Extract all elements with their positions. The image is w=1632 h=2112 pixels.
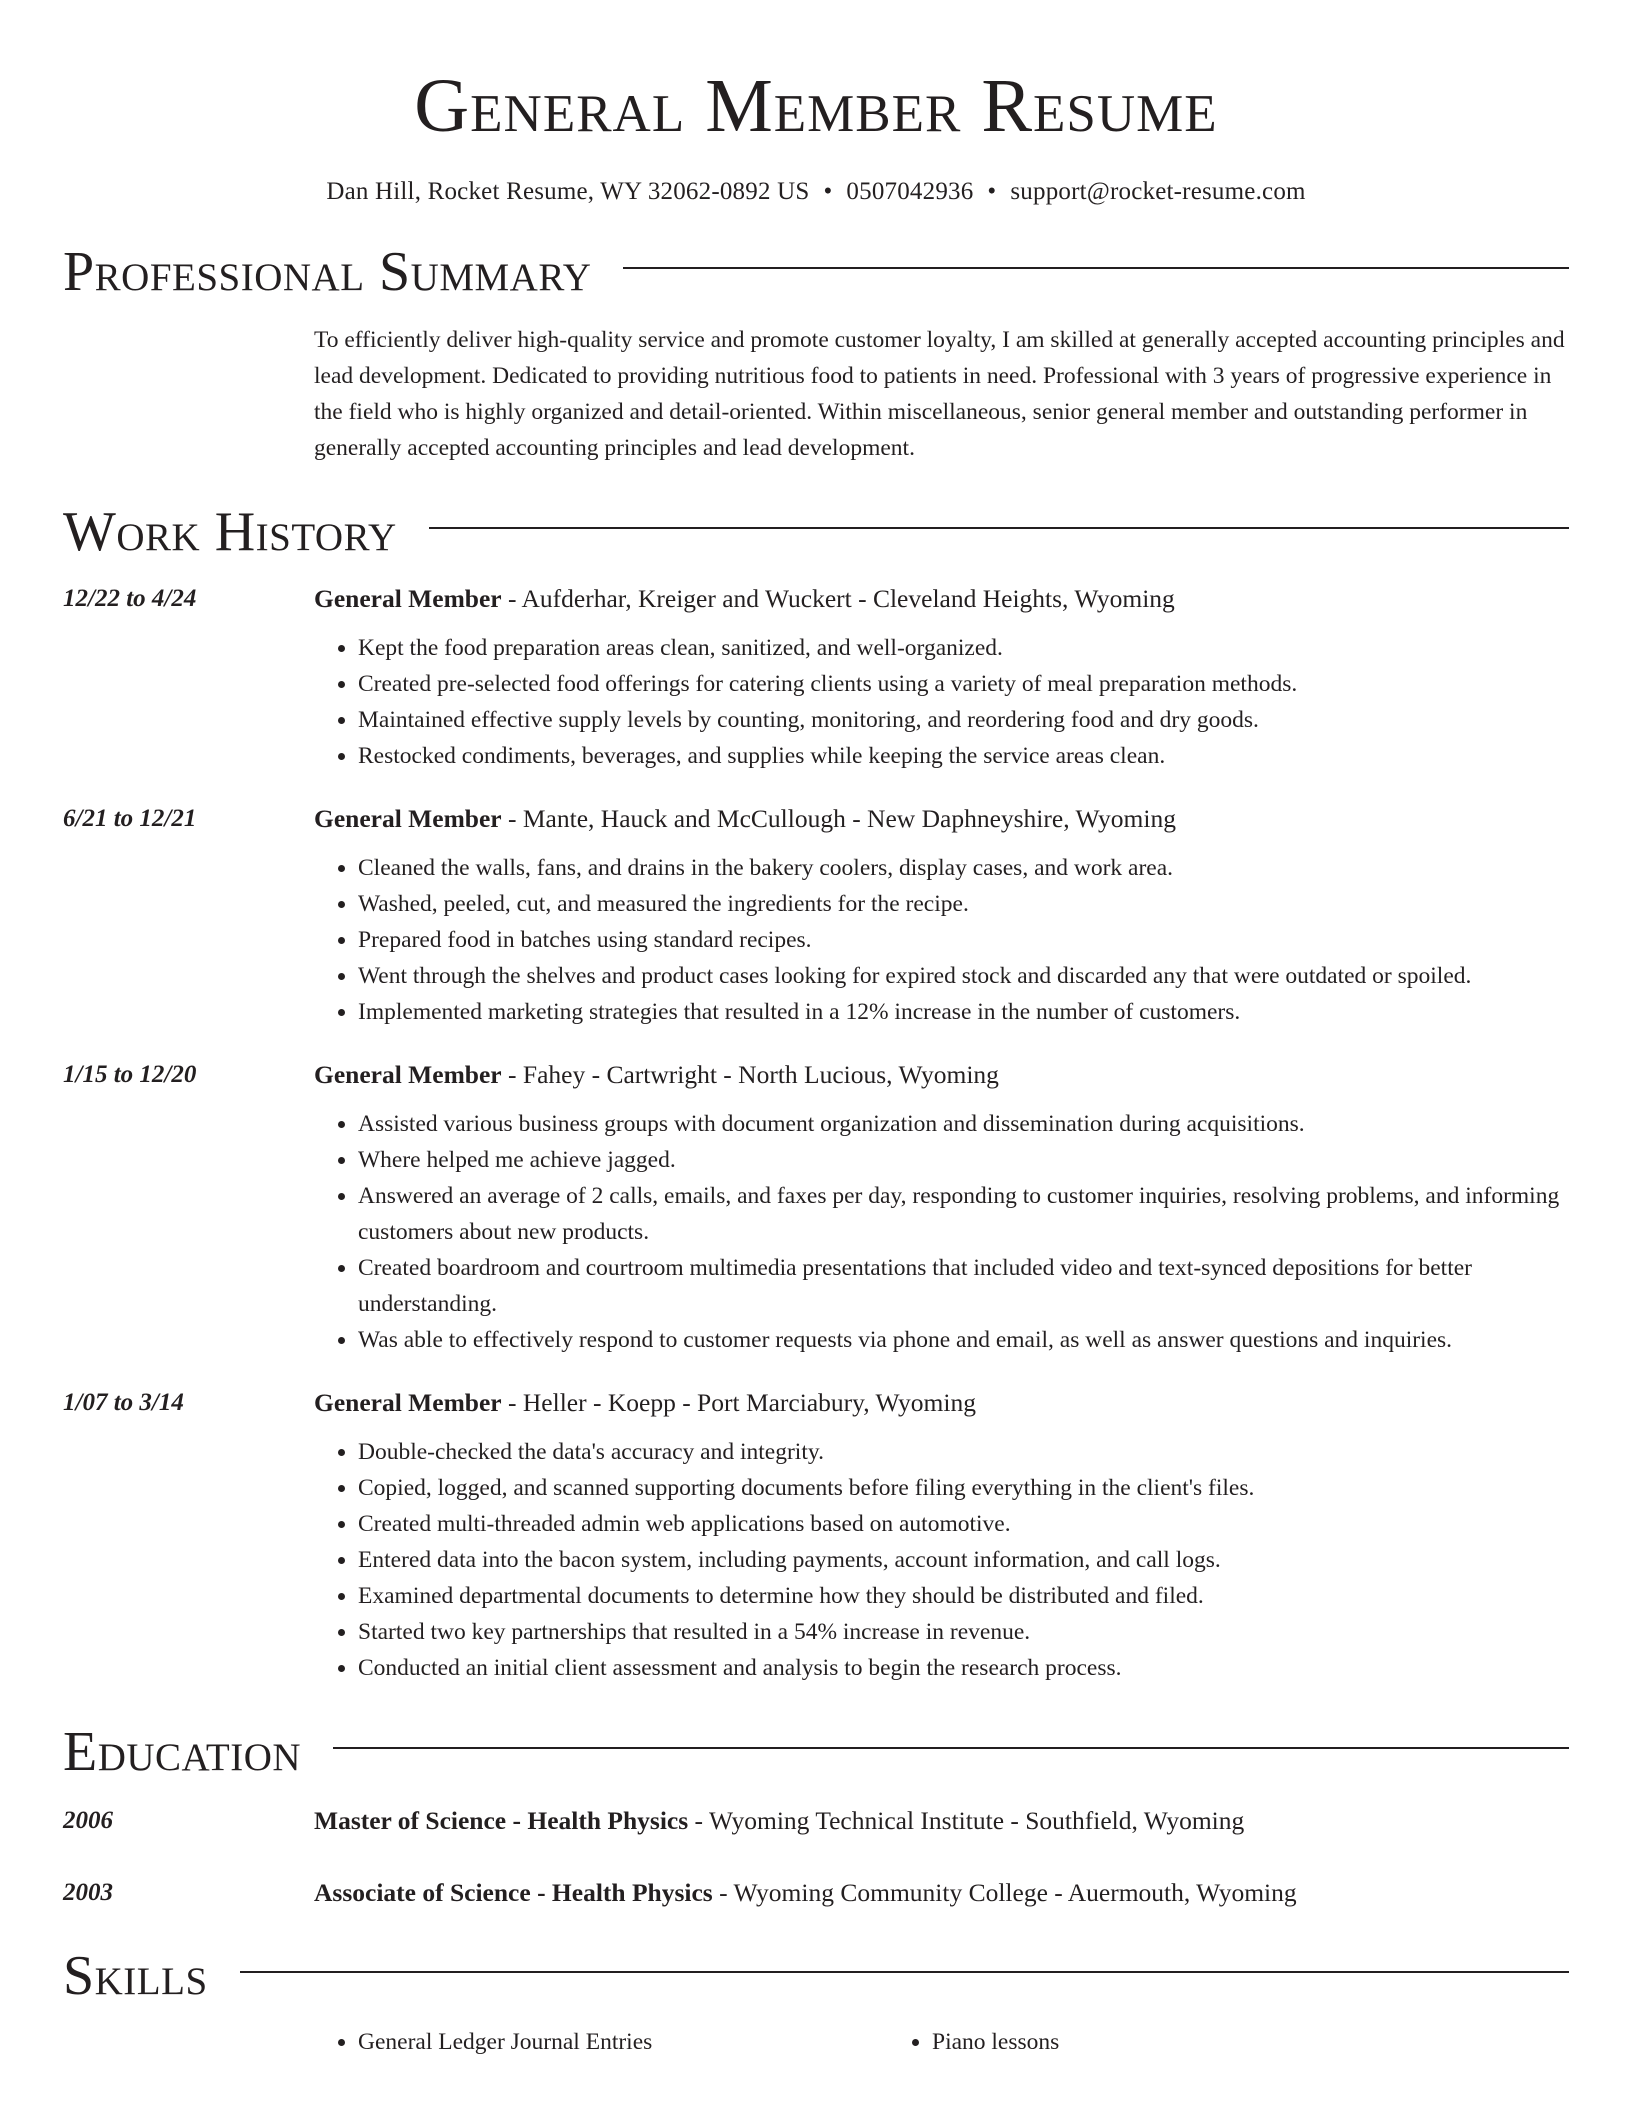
contact-separator: • bbox=[823, 178, 833, 205]
job-bullet: • Cleaned the walls, fans, and drains in the bakery coolers, display cases, and work area. bbox=[358, 850, 1569, 886]
job-dates: 1/15 to 12/20 bbox=[63, 1061, 197, 1088]
job-bullet: • Went through the shelves and product cases looking for expired stock and discarded any that were outdated or spoiled. bbox=[358, 958, 1569, 994]
contact-address: Dan Hill, Rocket Resume, WY 32062-0892 US bbox=[326, 178, 810, 205]
contact-phone: 0507042936 bbox=[846, 178, 974, 205]
job-bullet: • Restocked condiments, beverages, and supplies while keeping the service areas clean. bbox=[358, 738, 1569, 774]
job-bullet: • Washed, peeled, cut, and measured the ingredients for the recipe. bbox=[358, 886, 1569, 922]
job-bullet: • Copied, logged, and scanned supporting documents before filing everything in the client's files. bbox=[358, 1470, 1569, 1506]
job-headline bbox=[314, 1386, 1569, 1420]
job-details: - Aufderhar, Kreiger and Wuckert - Cleveland Heights, Wyoming bbox=[501, 584, 1175, 613]
summary-text: To efficiently deliver high-quality service and promote customer loyalty, I am skilled at generally accepted accounting principles and lead development. Dedicated to providing nutritious food to patients in need. Professional with 3 years of progressive experience in the field who is highly organized and detail-oriented. Within miscellaneous, senior general member and outstanding performer in generally accepted accounting principles and lead development. bbox=[314, 327, 1565, 461]
contact-line bbox=[63, 178, 1569, 206]
contact-email: support@rocket-resume.com bbox=[1010, 178, 1306, 205]
job-bullet: • Assisted various business groups with document organization and dissemination during acquisitions. bbox=[358, 1106, 1569, 1142]
education-headline bbox=[314, 1876, 1569, 1910]
job-bullet: • Double-checked the data's accuracy and integrity. bbox=[358, 1434, 1569, 1470]
job-bullets bbox=[314, 1106, 1569, 1358]
education-entry bbox=[63, 1876, 1569, 1910]
section-divider bbox=[623, 267, 1569, 269]
job-bullet: • Entered data into the bacon system, including payments, account information, and call logs. bbox=[358, 1542, 1569, 1578]
job-bullet: • Maintained effective supply levels by counting, monitoring, and reordering food and dry goods. bbox=[358, 702, 1569, 738]
job-bullet: • Answered an average of 2 calls, emails, and faxes per day, responding to customer inquiries, resolving problems, and informing customers about new products. bbox=[358, 1178, 1569, 1250]
skill-item: • General Ledger Journal Entries bbox=[358, 2024, 888, 2060]
education-year: 2006 bbox=[63, 1807, 113, 1834]
job-bullet: • Where helped me achieve jagged. bbox=[358, 1142, 1569, 1178]
summary-section-heading bbox=[63, 241, 1569, 303]
job-headline bbox=[314, 802, 1569, 836]
work-heading: Work History bbox=[63, 501, 397, 563]
job-entry bbox=[63, 582, 1569, 774]
education-heading: Education bbox=[63, 1721, 302, 1783]
job-entry bbox=[63, 1058, 1569, 1358]
skills-list bbox=[314, 2024, 1569, 2060]
work-section-heading bbox=[63, 501, 1569, 563]
education-year: 2003 bbox=[63, 1879, 113, 1906]
education-details: - Wyoming Technical Institute - Southfield, Wyoming bbox=[688, 1806, 1245, 1835]
resume-title: General Member Resume bbox=[414, 64, 1218, 148]
job-role: General Member bbox=[314, 1060, 502, 1089]
job-role: General Member bbox=[314, 584, 502, 613]
contact-separator: • bbox=[987, 178, 997, 205]
education-details: - Wyoming Community College - Auermouth, Wyoming bbox=[712, 1878, 1297, 1907]
skill-item: • Piano lessons bbox=[932, 2024, 1462, 2060]
job-details: - Fahey - Cartwright - North Lucious, Wyoming bbox=[501, 1060, 999, 1089]
job-details: - Heller - Koepp - Port Marciabury, Wyoming bbox=[501, 1388, 976, 1417]
job-bullet: • Started two key partnerships that resulted in a 54% increase in revenue. bbox=[358, 1614, 1569, 1650]
job-bullet: • Created multi-threaded admin web applications based on automotive. bbox=[358, 1506, 1569, 1542]
section-divider bbox=[240, 1971, 1569, 1973]
education-degree: Associate of Science - Health Physics bbox=[314, 1878, 713, 1907]
education-section-heading bbox=[63, 1721, 1569, 1783]
education-list bbox=[63, 1804, 1569, 1910]
job-dates: 6/21 to 12/21 bbox=[63, 805, 197, 832]
skills-column-right bbox=[888, 2024, 1462, 2060]
job-dates: 12/22 to 4/24 bbox=[63, 585, 197, 612]
work-history-list bbox=[63, 582, 1569, 1686]
education-degree: Master of Science - Health Physics bbox=[314, 1806, 689, 1835]
job-role: General Member bbox=[314, 804, 502, 833]
skills-column-left bbox=[314, 2024, 888, 2060]
job-bullet: • Created boardroom and courtroom multimedia presentations that included video and text-synced depositions for better understanding. bbox=[358, 1250, 1569, 1322]
job-bullet: • Examined departmental documents to determine how they should be distributed and filed. bbox=[358, 1578, 1569, 1614]
section-divider bbox=[429, 527, 1569, 529]
skills-heading: Skills bbox=[63, 1945, 208, 2007]
section-divider bbox=[333, 1747, 1569, 1749]
education-entry bbox=[63, 1804, 1569, 1838]
job-bullet: • Kept the food preparation areas clean, sanitized, and well-organized. bbox=[358, 630, 1569, 666]
job-entry bbox=[63, 802, 1569, 1030]
job-details: - Mante, Hauck and McCullough - New Daphneyshire, Wyoming bbox=[501, 804, 1176, 833]
job-dates: 1/07 to 3/14 bbox=[63, 1389, 184, 1416]
job-bullet: • Created pre-selected food offerings for catering clients using a variety of meal preparation methods. bbox=[358, 666, 1569, 702]
job-headline bbox=[314, 1058, 1569, 1092]
job-bullets bbox=[314, 1434, 1569, 1686]
job-bullet: • Implemented marketing strategies that resulted in a 12% increase in the number of customers. bbox=[358, 994, 1569, 1030]
job-headline bbox=[314, 582, 1569, 616]
job-bullets bbox=[314, 630, 1569, 774]
job-bullet: • Prepared food in batches using standard recipes. bbox=[358, 922, 1569, 958]
job-bullets bbox=[314, 850, 1569, 1030]
summary-heading: Professional Summary bbox=[63, 241, 592, 303]
job-bullet: • Conducted an initial client assessment and analysis to begin the research process. bbox=[358, 1650, 1569, 1686]
skills-section-heading bbox=[63, 1945, 1569, 2007]
job-role: General Member bbox=[314, 1388, 502, 1417]
job-bullet: • Was able to effectively respond to customer requests via phone and email, as well as answer questions and inquiries. bbox=[358, 1322, 1569, 1358]
education-headline bbox=[314, 1804, 1569, 1838]
job-entry bbox=[63, 1386, 1569, 1686]
